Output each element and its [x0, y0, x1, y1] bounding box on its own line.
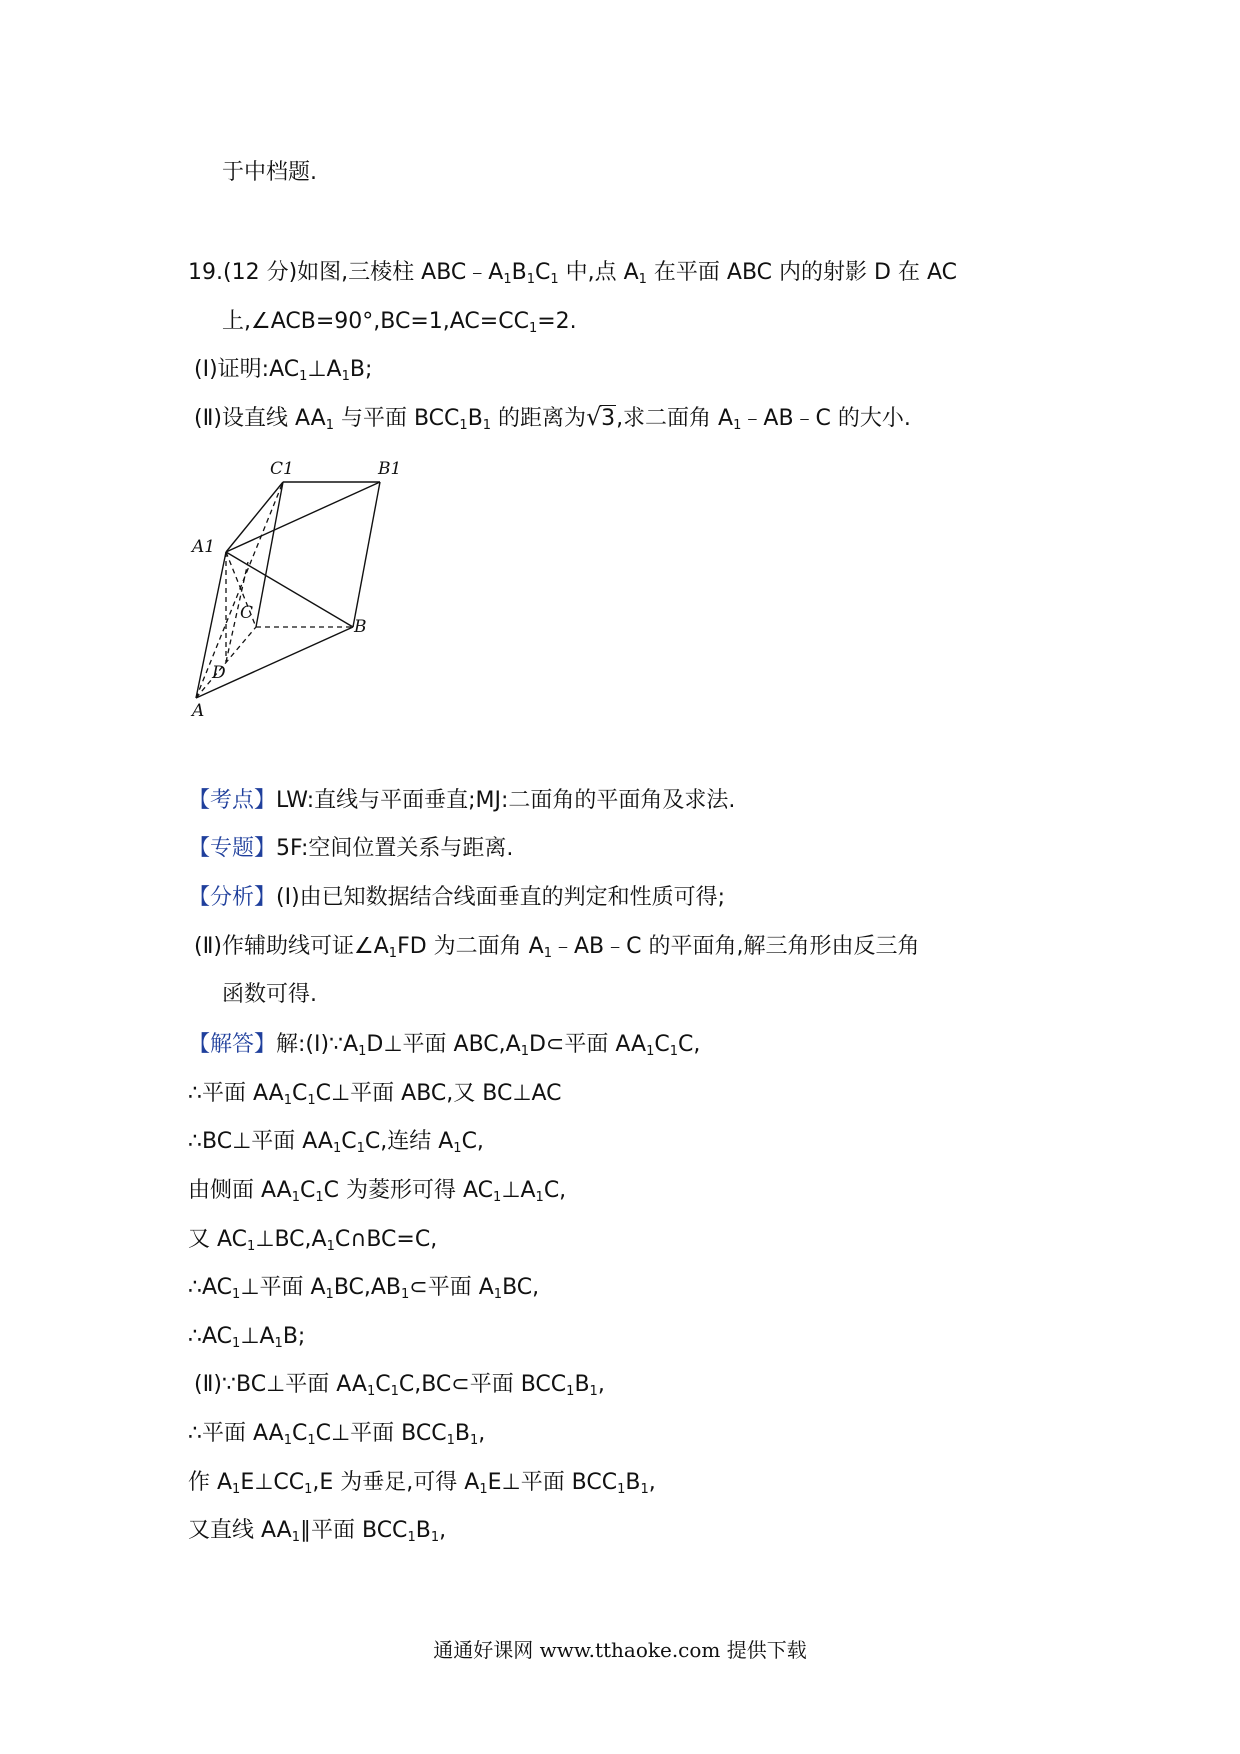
edge-b1-b — [353, 482, 380, 627]
jieda-line-3: ∴BC⊥平面 $AA_1C_1C$,连结 $A_1C$, — [188, 1129, 484, 1156]
edge-a1-b1 — [226, 482, 380, 552]
question-part-2: (Ⅱ)设直线 $AA_1$ 与平面 $BCC_1B_1$ 的距离为 √ 3,求二面角 $A_1﹣AB﹣C$ 的大小. — [194, 403, 911, 433]
zhuanti-text: 5F:空间位置关系与距离. — [276, 836, 514, 861]
zhuanti — [188, 834, 513, 864]
zhuanti-tag: 【专题】 — [188, 836, 277, 861]
jieda-line-11: 又直线 $AA_1\parallel$平面 $BCC_1B_1$, — [188, 1518, 447, 1545]
jieda-line-6: $\therefore AC_1\perp$平面 $A_1BC,AB_1\subset$平面 $A_1BC$, — [188, 1275, 540, 1302]
kaodian-tag: 【考点】 — [188, 788, 277, 813]
part2-text-a: (Ⅱ)设直线 AA — [194, 406, 326, 431]
jieda-line-5: 又 $AC_1\perp BC,A_1C\cap BC=C$, — [188, 1227, 438, 1254]
label-d: D — [212, 663, 226, 683]
top-line: 于中档题. — [222, 160, 317, 185]
question-line-1: 19.(12 分)如图,三棱柱 $ABC﹣A_1B_1C_1$ 中,点 $A_1$ 在平面 ABC 内的射影 D 在 AC — [188, 260, 957, 287]
part1-text: (Ⅰ)证明:AC — [194, 357, 300, 382]
kaodian — [188, 786, 735, 816]
label-a: A — [192, 701, 205, 721]
jieda-line-1: 【解答】解$:(Ⅰ)\because A_1D\perp$平面 $ABC,A_1D\subset$平面 $AA_1C_1C$, — [188, 1032, 701, 1059]
jieda-line-9: ∴平面 $AA_1C_1C\perp$平面 $BCC_1B_1$, — [188, 1421, 486, 1448]
question-score: (12 分) — [223, 260, 298, 285]
question-intro: 如图,三棱柱 ABC﹣A — [297, 260, 504, 285]
sqrt-3: √ 3 — [586, 403, 616, 431]
label-b: B — [354, 617, 367, 637]
fenxi-line-2: (Ⅱ)作辅助线可证$\angle A_1FD$ 为二面角 $A_1﹣AB﹣C$ 的平面角,解三角形由反三角 — [194, 934, 920, 961]
prism-figure — [188, 452, 408, 722]
question-given: 上,∠ACB=90°,BC=1,AC=CC — [222, 309, 529, 334]
fenxi — [188, 883, 725, 913]
edge-c1-c — [256, 482, 283, 627]
fenxi-line-3: 函数可得. — [222, 982, 317, 1007]
kaodian-text: LW:直线与平面垂直;MJ:二面角的平面角及求法. — [276, 788, 736, 813]
question-number: 19. — [188, 260, 223, 285]
fenxi-text-1: (Ⅰ)由已知数据结合线面垂直的判定和性质可得; — [276, 885, 726, 910]
label-c1: C1 — [270, 459, 294, 479]
jieda-line-8: (Ⅱ)∵BC⊥平面 $AA_1C_1C,BC\subset$平面 $BCC_1B_1$, — [194, 1372, 605, 1399]
footer: 通通好课网 www.tthaoke.com 提供下载 — [433, 1638, 807, 1662]
jieda-line-7: $\therefore AC_1\perp A_1B$; — [188, 1324, 306, 1351]
fenxi-tag: 【分析】 — [188, 885, 277, 910]
edge-a-c1 — [196, 482, 283, 698]
label-a1: A1 — [192, 537, 216, 557]
jieda-tag: 【解答】 — [188, 1032, 277, 1057]
jieda-line-2: ∴平面 $AA_1C_1C\perp$平面 ABC,又 BC⊥AC — [188, 1081, 562, 1108]
jieda-line-10: 作 $A_1E\perp CC_1,E$ 为垂足,可得 $A_1E\perp$平面 $BCC_1B_1$, — [188, 1470, 656, 1497]
label-c: C — [240, 603, 254, 623]
label-b1: B1 — [378, 459, 402, 479]
part2-text-b: ,求二面角 A — [616, 406, 734, 431]
edge-a1-c1 — [226, 482, 283, 552]
jieda-line-4: 由侧面 $AA_1C_1C$ 为菱形可得 $AC_1\perp A_1C$, — [188, 1178, 567, 1205]
question-part-1: (Ⅰ)证明$:AC_1\perp A_1B$; — [194, 357, 373, 384]
question-line-2: 上$,\angle ACB=90^\circ,BC=1,AC=CC_1=2$. — [222, 309, 577, 336]
